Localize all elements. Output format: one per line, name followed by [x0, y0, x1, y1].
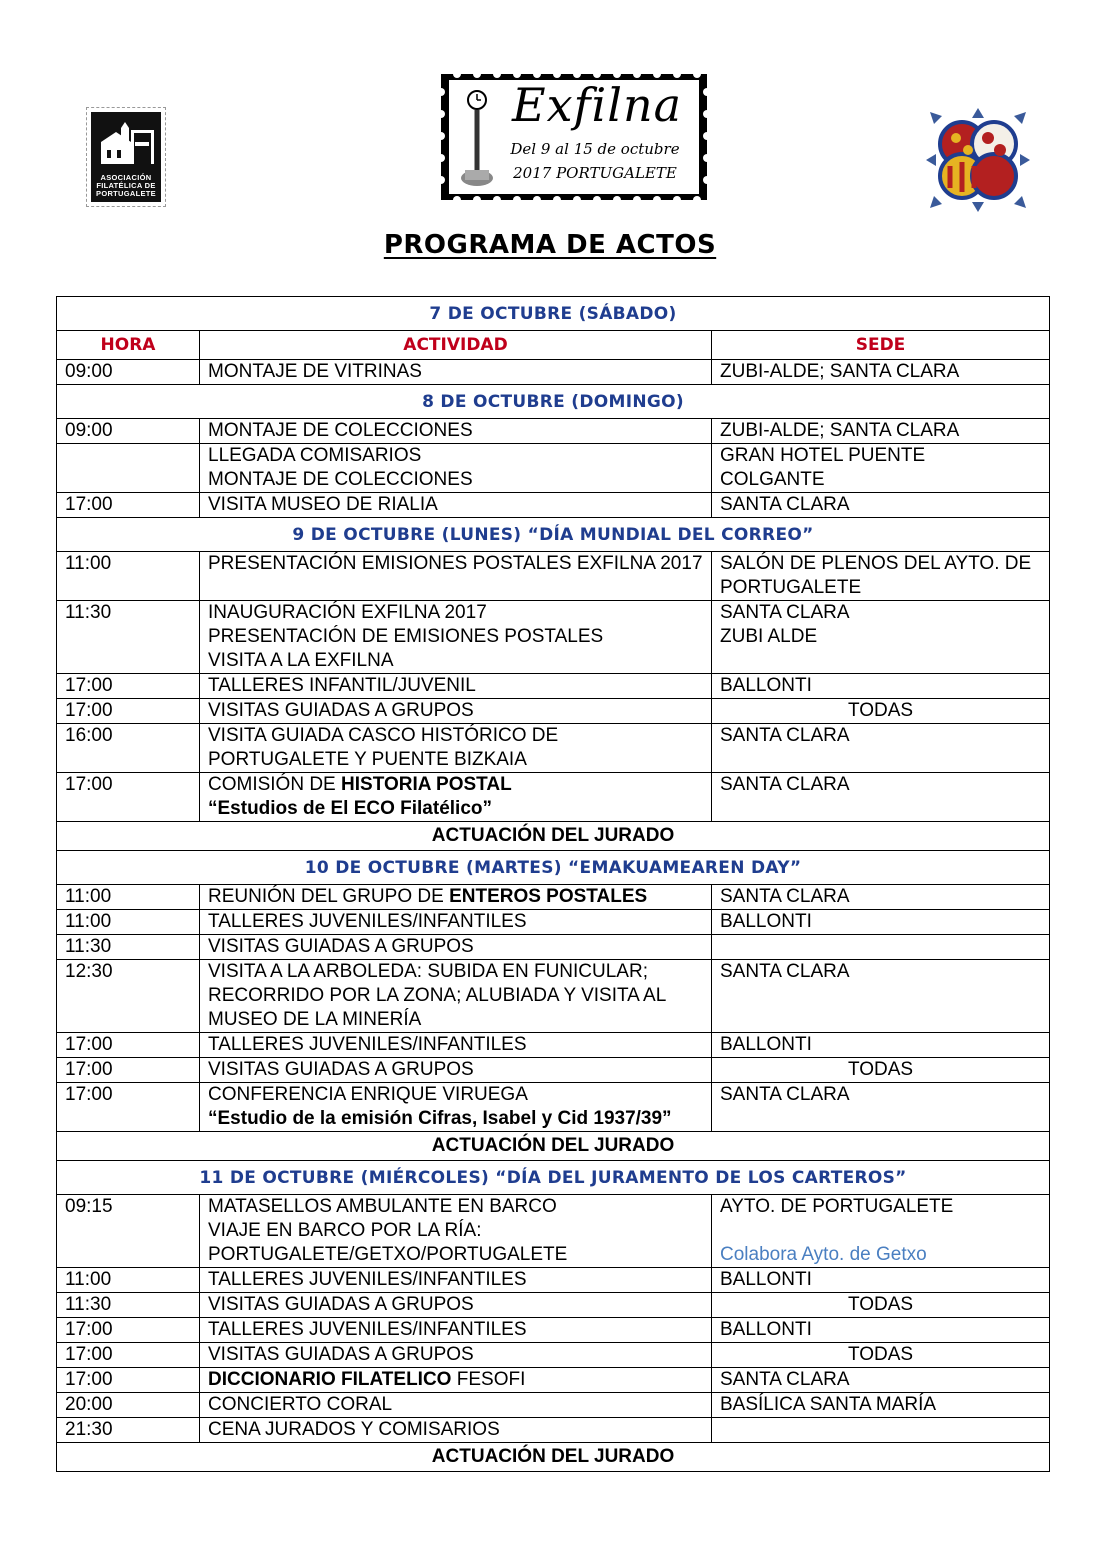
cell-actividad: VISITA MUSEO DE RIALIA — [200, 493, 712, 518]
page-title: PROGRAMA DE ACTOS — [383, 230, 717, 260]
cell-hora: 12:30 — [57, 960, 200, 1033]
cell-actividad: VISITAS GUIADAS A GRUPOS — [200, 1293, 712, 1318]
actividad-subtitle: “Estudios de El ECO Filatélico” — [208, 798, 492, 819]
stamp-brand: Exfilna — [511, 78, 683, 132]
table-row — [57, 910, 1050, 935]
table-row — [57, 1195, 1050, 1268]
cell-actividad: VISITAS GUIADAS A GRUPOS — [200, 1343, 712, 1368]
cell-hora: 17:00 — [57, 493, 200, 518]
cell-hora: 11:30 — [57, 1293, 200, 1318]
table-row — [57, 493, 1050, 518]
cell-actividad — [200, 773, 712, 822]
cell-sede: ZUBI-ALDE; SANTA CLARA — [712, 419, 1050, 444]
cell-sede: SANTA CLARA — [712, 885, 1050, 910]
table-row — [57, 699, 1050, 724]
cell-actividad: INAUGURACIÓN EXFILNA 2017 PRESENTACIÓN DE EMISIONES POSTALES VISITA A LA EXFILNA — [200, 601, 712, 674]
col-header-hora: HORA — [57, 331, 200, 360]
table-row — [57, 1033, 1050, 1058]
cell-sede: BALLONTI — [712, 674, 1050, 699]
table-row — [57, 1418, 1050, 1443]
jurado-label: ACTUACIÓN DEL JURADO — [57, 1132, 1050, 1161]
cell-sede: BALLONTI — [712, 910, 1050, 935]
table-row — [57, 360, 1050, 385]
cell-sede: TODAS — [712, 1293, 1050, 1318]
jurado-row — [57, 1443, 1050, 1472]
cell-hora: 16:00 — [57, 724, 200, 773]
cell-hora: 17:00 — [57, 1033, 200, 1058]
table-row — [57, 935, 1050, 960]
cell-actividad: MONTAJE DE VITRINAS — [200, 360, 712, 385]
cell-sede — [712, 935, 1050, 960]
table-row — [57, 419, 1050, 444]
day-header-row — [57, 385, 1050, 419]
day-header-row — [57, 851, 1050, 885]
cell-hora: 11:30 — [57, 601, 200, 674]
day-header-row — [57, 518, 1050, 552]
cell-sede: GRAN HOTEL PUENTE COLGANTE — [712, 444, 1050, 493]
col-header-sede: SEDE — [712, 331, 1050, 360]
table-row — [57, 601, 1050, 674]
cell-hora: 11:00 — [57, 885, 200, 910]
cell-hora: 17:00 — [57, 1318, 200, 1343]
cell-hora: 17:00 — [57, 674, 200, 699]
day-title: 11 DE OCTUBRE (MIÉRCOLES) “DÍA DEL JURAMENTO DE LOS CARTEROS” — [57, 1161, 1050, 1195]
day-title: 10 DE OCTUBRE (MARTES) “EMAKUAMEAREN DAY” — [57, 851, 1050, 885]
day-header-row — [57, 297, 1050, 331]
table-row — [57, 1268, 1050, 1293]
table-row — [57, 1368, 1050, 1393]
sede-note: Colabora Ayto. de Getxo — [720, 1244, 927, 1265]
cell-sede — [712, 1195, 1050, 1268]
cell-hora: 09:00 — [57, 419, 200, 444]
cell-actividad: VISITA GUIADA CASCO HISTÓRICO DE PORTUGALETE Y PUENTE BIZKAIA — [200, 724, 712, 773]
cell-sede: TODAS — [712, 1343, 1050, 1368]
stamp-year: 2017 PORTUGALETE — [513, 164, 677, 182]
cell-actividad: PRESENTACIÓN EMISIONES POSTALES EXFILNA 2017 — [200, 552, 712, 601]
cell-sede — [712, 1418, 1050, 1443]
table-row — [57, 552, 1050, 601]
cell-sede: SANTA CLARA — [712, 493, 1050, 518]
cell-sede: BALLONTI — [712, 1033, 1050, 1058]
cell-hora: 17:00 — [57, 699, 200, 724]
cell-hora: 17:00 — [57, 773, 200, 822]
actividad-bold-text: ENTEROS POSTALES — [449, 886, 648, 907]
jurado-row — [57, 1132, 1050, 1161]
sede-text: AYTO. DE PORTUGALETE — [720, 1196, 954, 1217]
column-header-row — [57, 331, 1050, 360]
cell-sede: TODAS — [712, 699, 1050, 724]
cell-actividad: VISITA A LA ARBOLEDA: SUBIDA EN FUNICULAR; RECORRIDO POR LA ZONA; ALUBIADA Y VISITA AL MUSEO DE LA MINERÍA — [200, 960, 712, 1033]
table-row — [57, 724, 1050, 773]
cell-actividad: CONCIERTO CORAL — [200, 1393, 712, 1418]
stamp-dates: Del 9 al 15 de octubre — [510, 140, 680, 158]
cell-sede: BALLONTI — [712, 1318, 1050, 1343]
church-icon — [97, 122, 159, 166]
cell-hora: 11:00 — [57, 910, 200, 935]
cell-sede: BALLONTI — [712, 1268, 1050, 1293]
actividad-subtitle: “Estudio de la emisión Cifras, Isabel y Cid 1937/39” — [208, 1108, 672, 1129]
cell-hora: 17:00 — [57, 1058, 200, 1083]
table-row — [57, 1393, 1050, 1418]
table-row — [57, 1058, 1050, 1083]
cell-actividad: MONTAJE DE COLECCIONES — [200, 419, 712, 444]
cell-actividad: TALLERES JUVENILES/INFANTILES — [200, 1033, 712, 1058]
actividad-text: CONFERENCIA ENRIQUE VIRUEGA — [208, 1084, 528, 1105]
table-row — [57, 773, 1050, 822]
jurado-label: ACTUACIÓN DEL JURADO — [57, 822, 1050, 851]
cell-hora: 17:00 — [57, 1343, 200, 1368]
cell-sede: SANTA CLARA — [712, 1368, 1050, 1393]
table-row — [57, 1083, 1050, 1132]
cell-hora: 17:00 — [57, 1368, 200, 1393]
table-row — [57, 1318, 1050, 1343]
cell-hora: 20:00 — [57, 1393, 200, 1418]
table-row — [57, 960, 1050, 1033]
jurado-row — [57, 822, 1050, 851]
cell-hora: 11:00 — [57, 1268, 200, 1293]
cell-sede: SANTA CLARA — [712, 1083, 1050, 1132]
day-header-row — [57, 1161, 1050, 1195]
day-title: 8 DE OCTUBRE (DOMINGO) — [57, 385, 1050, 419]
cell-actividad: LLEGADA COMISARIOS MONTAJE DE COLECCIONES — [200, 444, 712, 493]
asociacion-logo — [86, 107, 166, 207]
cell-hora: 21:30 — [57, 1418, 200, 1443]
cell-actividad: MATASELLOS AMBULANTE EN BARCO VIAJE EN BARCO POR LA RÍA: PORTUGALETE/GETXO/PORTUGALETE — [200, 1195, 712, 1268]
cell-actividad: VISITAS GUIADAS A GRUPOS — [200, 935, 712, 960]
col-header-actividad: ACTIVIDAD — [200, 331, 712, 360]
program-table — [56, 296, 1050, 1472]
actividad-text: REUNIÓN DEL GRUPO DE — [208, 886, 450, 907]
coat-of-arms-logo — [926, 108, 1030, 212]
cell-hora: 09:00 — [57, 360, 200, 385]
table-row — [57, 1293, 1050, 1318]
table-row — [57, 1343, 1050, 1368]
table-row — [57, 444, 1050, 493]
actividad-text: FESOFI — [451, 1369, 526, 1390]
actividad-bold-text: HISTORIA POSTAL — [341, 774, 512, 795]
cell-sede: SALÓN DE PLENOS DEL AYTO. DE PORTUGALETE — [712, 552, 1050, 601]
cell-sede: SANTA CLARA — [712, 960, 1050, 1033]
cell-actividad — [200, 1368, 712, 1393]
cell-hora — [57, 444, 200, 493]
table-row — [57, 885, 1050, 910]
jurado-label: ACTUACIÓN DEL JURADO — [57, 1443, 1050, 1472]
cell-actividad — [200, 1083, 712, 1132]
cell-sede: SANTA CLARA — [712, 773, 1050, 822]
cell-actividad: VISITAS GUIADAS A GRUPOS — [200, 699, 712, 724]
cell-actividad: CENA JURADOS Y COMISARIOS — [200, 1418, 712, 1443]
cell-actividad: TALLERES JUVENILES/INFANTILES — [200, 910, 712, 935]
day-title: 7 DE OCTUBRE (SÁBADO) — [57, 297, 1050, 331]
exfilna-stamp-logo — [437, 70, 711, 204]
table-row — [57, 674, 1050, 699]
cell-sede: ZUBI-ALDE; SANTA CLARA — [712, 360, 1050, 385]
cell-actividad: VISITAS GUIADAS A GRUPOS — [200, 1058, 712, 1083]
cell-hora: 09:15 — [57, 1195, 200, 1268]
cell-actividad — [200, 885, 712, 910]
cell-sede: SANTA CLARA — [712, 724, 1050, 773]
actividad-text: COMISIÓN DE — [208, 774, 342, 795]
cell-sede: BASÍLICA SANTA MARÍA — [712, 1393, 1050, 1418]
cell-hora: 17:00 — [57, 1083, 200, 1132]
cell-sede: SANTA CLARA ZUBI ALDE — [712, 601, 1050, 674]
cell-actividad: TALLERES JUVENILES/INFANTILES — [200, 1318, 712, 1343]
cell-hora: 11:00 — [57, 552, 200, 601]
day-title: 9 DE OCTUBRE (LUNES) “DÍA MUNDIAL DEL CORREO” — [57, 518, 1050, 552]
asociacion-logo-text: ASOCIACIÓN FILATÉLICA DE PORTUGALETE — [96, 173, 156, 198]
cell-actividad: TALLERES INFANTIL/JUVENIL — [200, 674, 712, 699]
actividad-bold-text: DICCIONARIO FILATELICO — [208, 1369, 452, 1390]
cell-sede: TODAS — [712, 1058, 1050, 1083]
cell-hora: 11:30 — [57, 935, 200, 960]
cell-actividad: TALLERES JUVENILES/INFANTILES — [200, 1268, 712, 1293]
